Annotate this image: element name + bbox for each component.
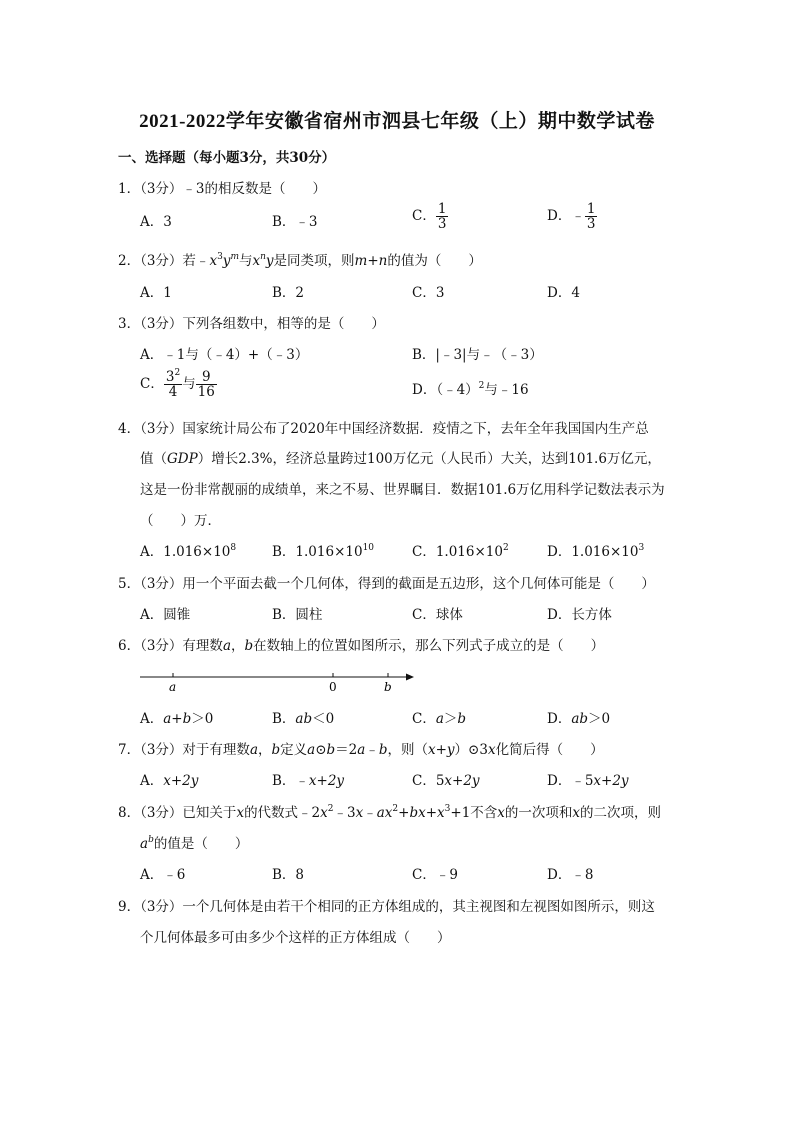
section-heading: 一、选择题（每小题3分，共30分） — [118, 150, 336, 166]
q1-option-a: A．3 — [140, 214, 172, 230]
q1-option-c: C． $\frac{1}{3}$ — [412, 201, 447, 233]
q8-option-c: C．﹣9 — [412, 867, 458, 883]
q8-option-b: B．8 — [272, 867, 305, 883]
q4-option-c: C．$1.016\times 10^2$ — [412, 543, 509, 560]
q2-option-c: C．3 — [412, 285, 445, 301]
q1-option-d: D．﹣ $\frac{1}{3}$ — [547, 201, 596, 233]
q1-option-b: B．﹣3 — [272, 214, 318, 230]
fraction: $\frac{1}{3}$ — [437, 201, 447, 233]
question-3: 3．（3分）下列各组数中，相等的是（ ） — [118, 316, 385, 332]
question-6: 6．（3分）有理数a，b在数轴上的位置如图所示，那么下列式子成立的是（ ） — [118, 638, 605, 654]
number-line-arrow — [406, 674, 414, 681]
label-zero: 0 — [329, 680, 337, 694]
q4-option-d: D．$1.016\times 10^3$ — [547, 543, 645, 560]
fraction: $\frac{1}{3}$ — [586, 201, 596, 233]
question-2: 2．（3分）若$﹣x^3y^m$与$x^ny$是同类项，则m+n的值为（ ） — [118, 252, 482, 269]
number-line-diagram — [138, 668, 420, 696]
fraction: $\frac{3^2}{4}$ — [165, 368, 181, 401]
q5-option-c: C．球体 — [412, 607, 463, 623]
question-9-line-2: 个几何体最多可由多少个这样的正方体组成（ ） — [140, 930, 451, 946]
q3-option-d: D．（﹣4）$^2$与﹣16 — [412, 381, 529, 398]
question-9-line-1: 9．（3分）一个几何体是由若干个相同的正方体组成的，其主视图和左视图如图所示，则这 — [118, 899, 655, 915]
question-4-line-3: 这是一份非常靓丽的成绩单，来之不易、世界瞩目．数据101.6万亿用科学记数法表示为 — [140, 482, 665, 498]
question-8-line-2: $a^b$的值是（ ） — [140, 835, 249, 852]
q7-option-c: C．5x+2y — [412, 773, 480, 789]
page-title: 2021-2022学年安徽省宿州市泗县七年级（上）期中数学试卷 — [139, 111, 655, 132]
label-b: b — [384, 680, 392, 694]
q3-option-b: B．|﹣3|与﹣（﹣3） — [412, 347, 543, 363]
question-7: 7．（3分）对于有理数a，b定义a⊙b＝2a﹣b，则（x+y）⊙3x化简后得（ ） — [118, 742, 604, 758]
q3-option-c: C． $\frac{3^2}{4}$ 与 $\frac{9}{16}$ — [140, 368, 215, 401]
q6-option-d: D．ab＞0 — [547, 711, 611, 727]
q8-option-a: A．﹣6 — [140, 867, 186, 883]
q8-option-d: D．﹣8 — [547, 867, 594, 883]
q5-option-a: A．圆锥 — [140, 607, 191, 623]
q3-option-a: A．﹣1与（﹣4）+（﹣3） — [140, 347, 309, 363]
question-4-line-4: （ ）万． — [140, 513, 221, 529]
label-a: a — [169, 680, 177, 694]
q6-option-c: C．a＞b — [412, 711, 467, 727]
q2-option-a: A．1 — [140, 285, 172, 301]
question-5: 5．（3分）用一个平面去截一个几何体，得到的截面是五边形，这个几何体可能是（ ） — [118, 576, 655, 592]
q5-option-b: B．圆柱 — [272, 607, 323, 623]
fraction: $\frac{9}{16}$ — [197, 369, 215, 401]
q7-option-d: D．﹣5x+2y — [547, 773, 629, 789]
q7-option-a: A．x+2y — [140, 773, 199, 789]
question-4-line-1: 4．（3分）国家统计局公布了2020年中国经济数据．疫情之下，去年全年我国国内生产总 — [118, 421, 649, 437]
q2-option-b: B．2 — [272, 285, 305, 301]
q2-option-d: D．4 — [547, 285, 580, 301]
q4-option-b: B．$1.016\times 10^{10}$ — [272, 543, 375, 560]
question-4-line-2: 值（GDP）增长2.3%，经济总量跨过100万亿元（人民币）大关，达到101.6万亿元， — [140, 451, 661, 467]
q5-option-d: D．长方体 — [547, 607, 612, 623]
q6-option-b: B．ab＜0 — [272, 711, 335, 727]
q4-option-a: A．$1.016\times 10^8$ — [140, 543, 237, 560]
question-1: 1．（3分）﹣3的相反数是（ ） — [118, 181, 327, 197]
question-8-line-1: 8．（3分）已知关于x的代数式$﹣2x^2﹣3x﹣ax^2+bx+x^3+1$不含x的一次项和x的二次项，则 — [118, 804, 662, 821]
q6-option-a: A．a+b＞0 — [140, 711, 214, 727]
q7-option-b: B．﹣x+2y — [272, 773, 345, 789]
